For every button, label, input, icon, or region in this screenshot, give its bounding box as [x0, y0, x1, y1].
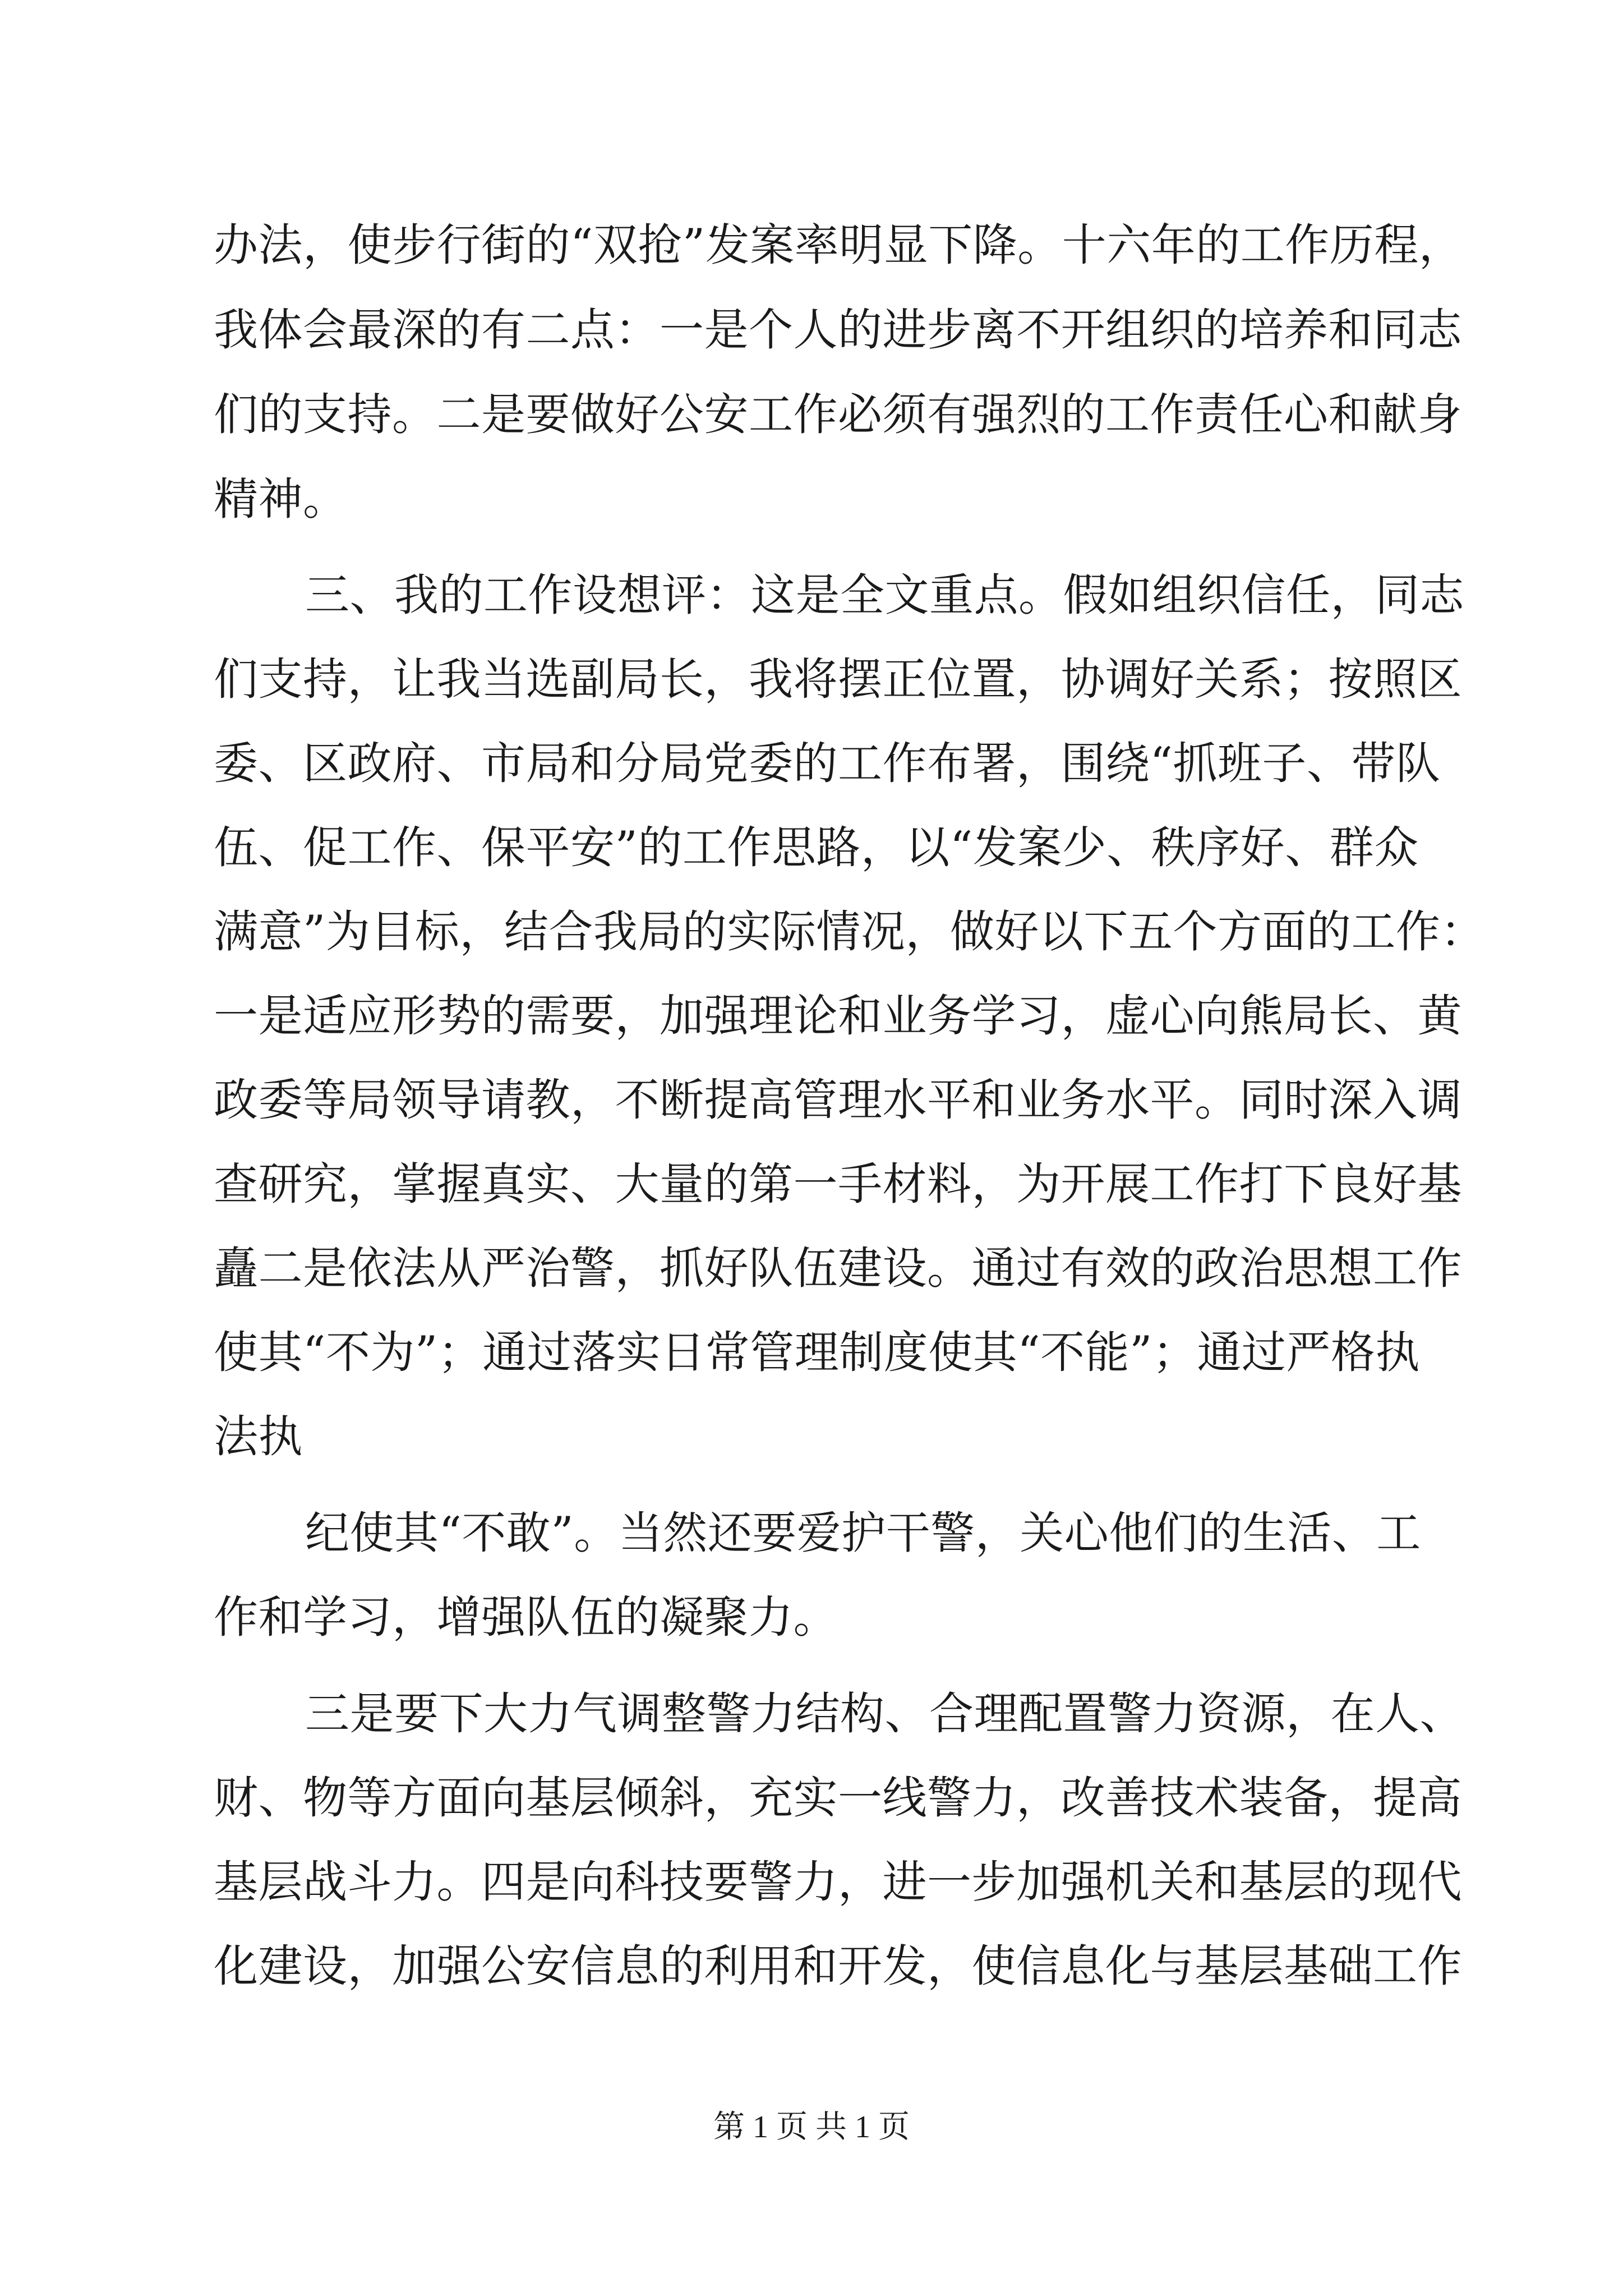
paragraph-line: 使其“不为”；通过落实日常管理制度使其“不能”；通过严格执	[214, 1327, 1421, 1378]
paragraph-line: 们的支持。二是要做好公安工作必须有强烈的工作责任心和献身	[214, 389, 1462, 440]
paragraph-line: 财、物等方面向基层倾斜，充实一线警力，改善技术装备，提高	[214, 1772, 1462, 1824]
paragraph-line: 政委等局领导请教，不断提高管理水平和业务水平。同时深入调	[214, 1074, 1462, 1126]
paragraph-line: 委、区政府、市局和分局党委的工作布署，围绕“抓班子、带队	[214, 738, 1441, 789]
paragraph-line: 法执	[214, 1411, 303, 1462]
paragraph-line: 我体会最深的有二点：一是个人的进步离不开组织的培养和同志	[214, 304, 1462, 356]
paragraph-line: 一是适应形势的需要，加强理论和业务学习，虚心向熊局长、黄	[214, 990, 1462, 1042]
paragraph-line: 纪使其“不敢”。当然还要爱护干警，关心他们的生活、工	[305, 1507, 1421, 1559]
paragraph-line: 作和学习，增强队伍的凝聚力。	[214, 1591, 838, 1643]
paragraph-line: 基层战斗力。四是向科技要警力，进一步加强机关和基层的现代	[214, 1856, 1462, 1908]
paragraph-line: 查研究，掌握真实、大量的第一手材料，为开展工作打下良好基	[214, 1158, 1462, 1210]
paragraph-line: 满意”为目标，结合我局的实际情况，做好以下五个方面的工作：	[214, 906, 1485, 958]
paragraph-line: 矗二是依法从严治警，抓好队伍建设。通过有效的政治思想工作	[214, 1243, 1462, 1294]
paragraph-line: 精神。	[214, 473, 348, 525]
page-number-footer: 第 1 页 共 1 页	[713, 2110, 910, 2145]
paragraph-line: 办法，使步行街的“双抢”发案率明显下降。十六年的工作历程，	[214, 219, 1464, 271]
paragraph-line: 三是要下大力气调整警力结构、合理配置警力资源，在人、	[305, 1688, 1464, 1740]
paragraph-line: 伍、促工作、保平安”的工作思路，以“发案少、秩序好、群众	[214, 822, 1419, 873]
paragraph-line: 化建设，加强公安信息的利用和开发，使信息化与基层基础工作	[214, 1940, 1462, 1992]
paragraph-line: 们支持，让我当选副局长，我将摆正位置，协调好关系；按照区	[214, 654, 1462, 705]
paragraph-line: 三、我的工作设想评：这是全文重点。假如组织信任，同志	[305, 569, 1464, 621]
